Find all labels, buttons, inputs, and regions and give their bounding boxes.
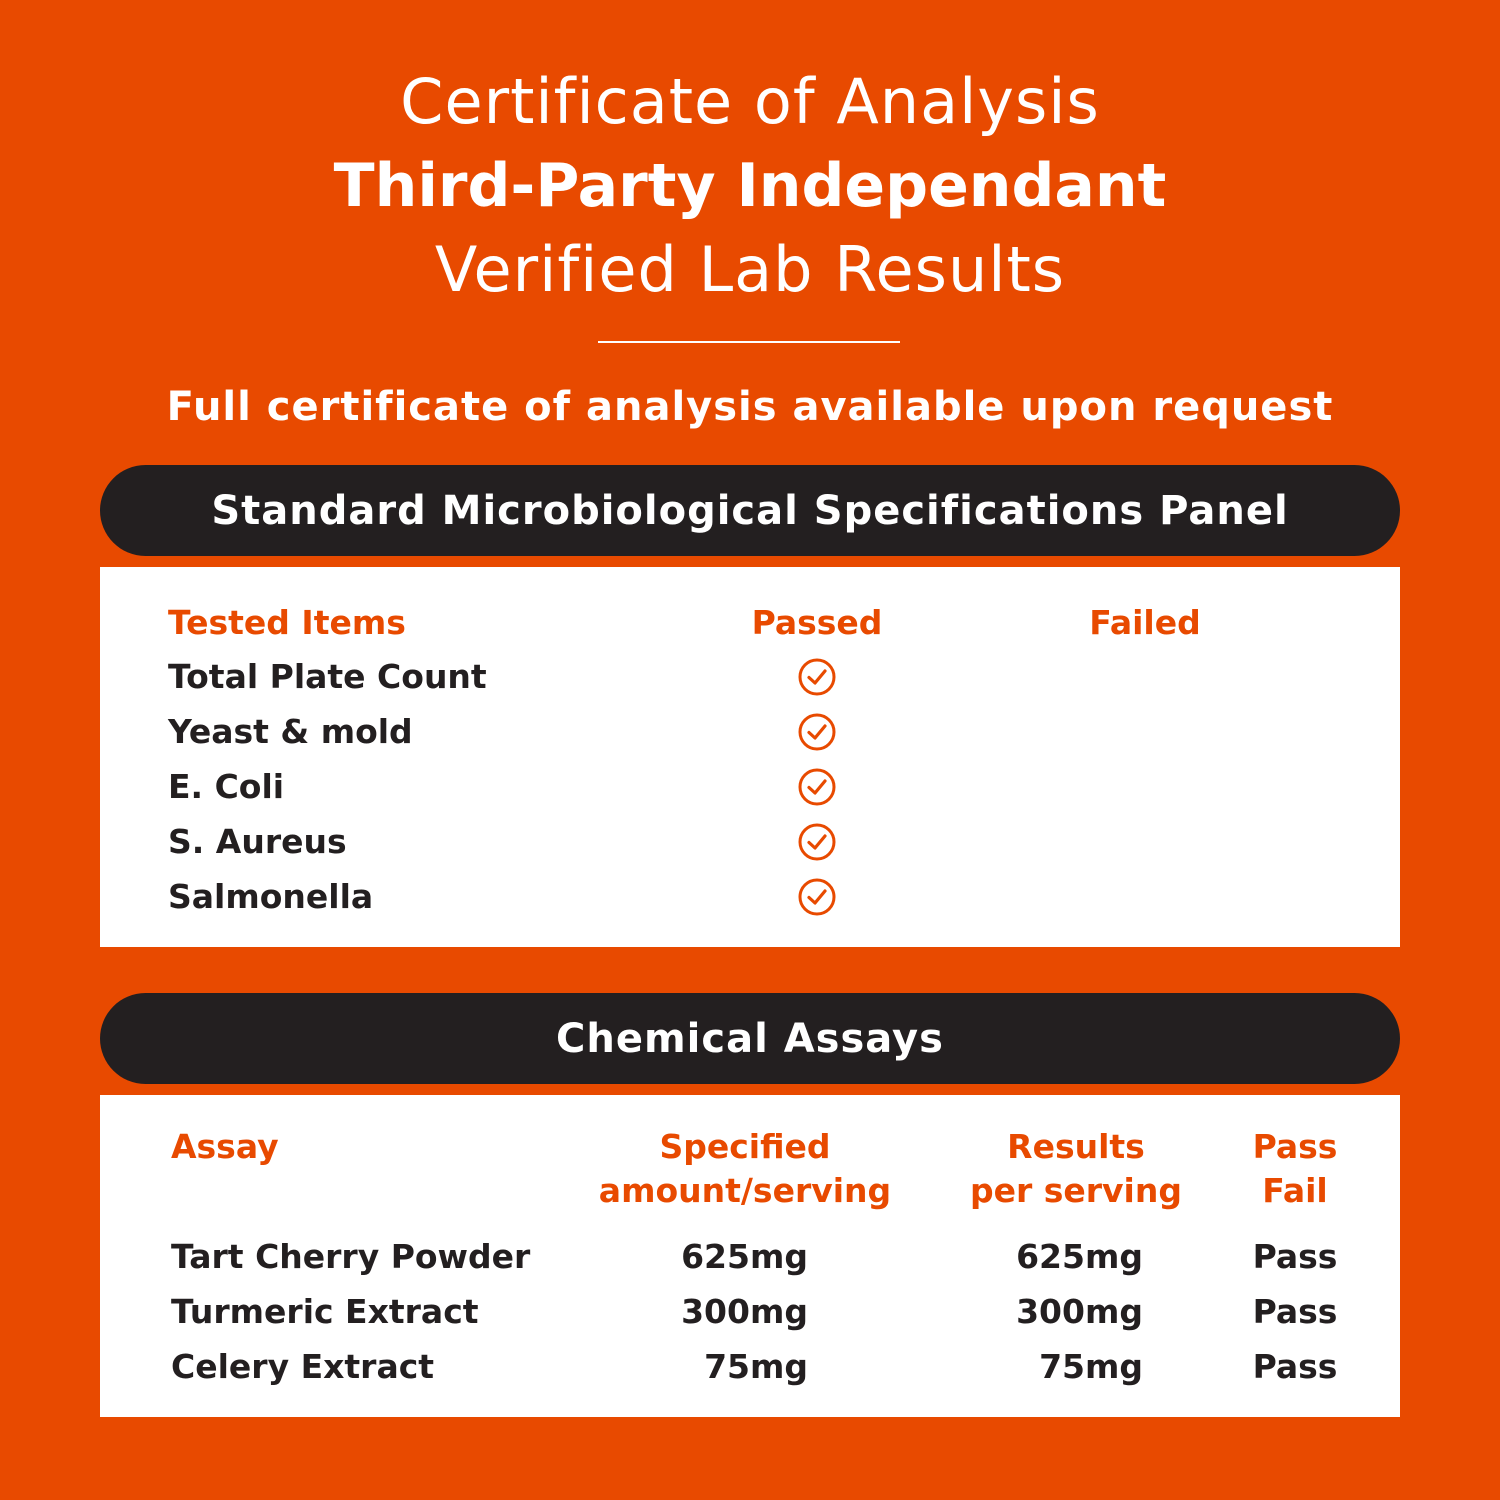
micro-panel-table <box>100 567 1400 947</box>
header <box>0 60 1500 312</box>
chem-row-specified: 300mg <box>681 1292 808 1331</box>
micro-panel-title-bar <box>100 465 1400 556</box>
chem-row-specified: 75mg <box>704 1347 808 1386</box>
chem-row-assay: Celery Extract <box>171 1347 435 1386</box>
col-results-line2: per serving <box>969 1171 1182 1210</box>
chem-panel-table <box>100 1095 1400 1417</box>
micro-row-item: S. Aureus <box>168 822 347 861</box>
col-tested-items: Tested Items <box>168 603 406 642</box>
chem-row-status: Pass <box>1252 1237 1338 1276</box>
col-results-line1: Results <box>1007 1127 1145 1166</box>
check-circle-icon <box>797 712 837 752</box>
chem-row-specified: 625mg <box>681 1237 808 1276</box>
col-pass-line2: Fail <box>1262 1171 1328 1210</box>
title-line-1: Certificate of Analysis <box>400 65 1100 138</box>
check-circle-icon <box>797 822 837 862</box>
chem-row-result: 75mg <box>1039 1347 1143 1386</box>
micro-panel-title: Standard Microbiological Specifications Panel <box>211 487 1289 534</box>
col-passed: Passed <box>751 603 883 642</box>
micro-row-item: Salmonella <box>168 877 374 916</box>
micro-row-item: Total Plate Count <box>168 657 487 696</box>
chem-row-result: 300mg <box>1016 1292 1143 1331</box>
col-pass-line1: Pass <box>1252 1127 1338 1166</box>
chem-row-assay: Tart Cherry Powder <box>171 1237 531 1276</box>
header-divider <box>598 341 900 343</box>
check-circle-icon <box>797 767 837 807</box>
title-line-2: Third-Party Independant <box>333 151 1167 221</box>
col-specified-line1: Specified <box>659 1127 831 1166</box>
col-assay: Assay <box>171 1127 279 1166</box>
chem-panel-title: Chemical Assays <box>556 1015 944 1062</box>
chem-row-result: 625mg <box>1016 1237 1143 1276</box>
chem-row-assay: Turmeric Extract <box>171 1292 479 1331</box>
chem-row-status: Pass <box>1252 1292 1338 1331</box>
chem-row-status: Pass <box>1252 1347 1338 1386</box>
micro-row-item: E. Coli <box>168 767 285 806</box>
col-failed: Failed <box>1089 603 1201 642</box>
availability-note: Full certificate of analysis available upon request <box>166 384 1334 430</box>
check-circle-icon <box>797 877 837 917</box>
col-specified-line2: amount/serving <box>598 1171 892 1210</box>
title-line-3: Verified Lab Results <box>434 233 1066 306</box>
check-circle-icon <box>797 657 837 697</box>
chem-panel-title-bar <box>100 993 1400 1084</box>
micro-row-item: Yeast & mold <box>168 712 413 751</box>
